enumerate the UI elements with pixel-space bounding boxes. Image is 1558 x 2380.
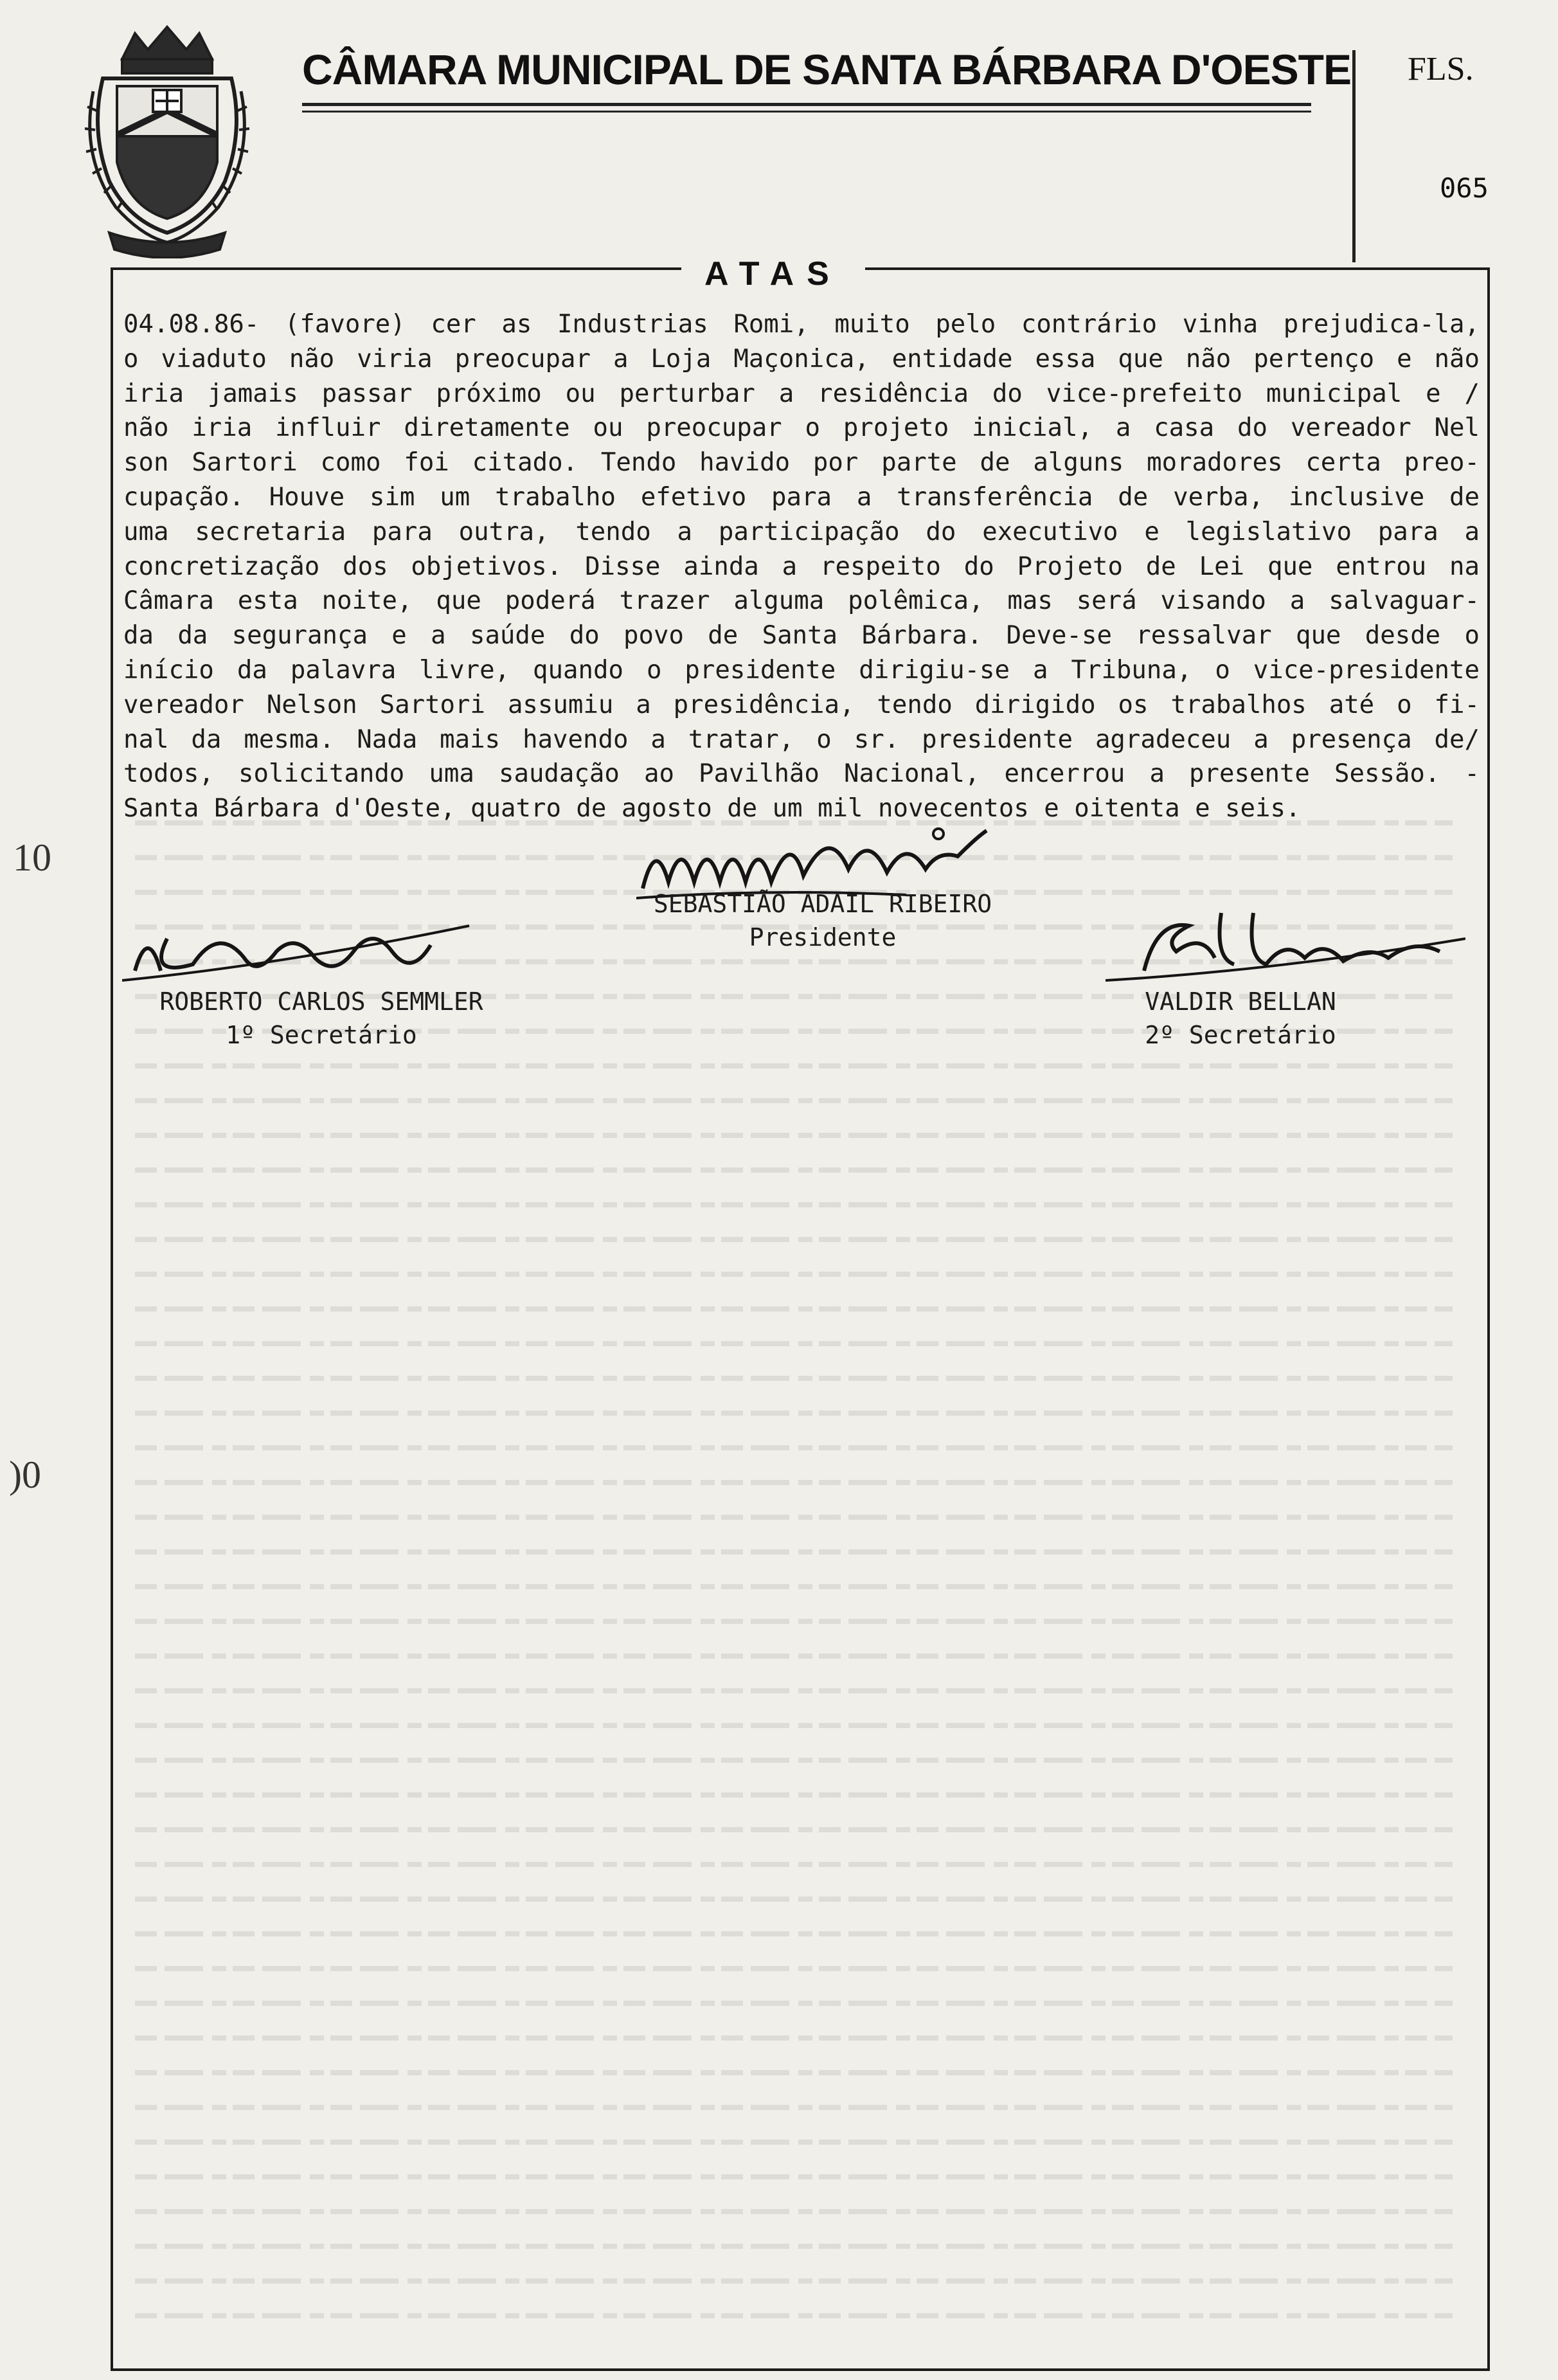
body-line: não iria influir diretamente ou preocupar o projeto inicial, a casa do vereador Nel xyxy=(123,413,1480,443)
body-line: vereador Nelson Sartori assumiu a presidência, tendo dirigido os trabalhos até o fi- xyxy=(123,690,1480,719)
body-line: Câmara esta noite, que poderá trazer alguma polêmica, mas será visando a salvaguar- xyxy=(123,586,1480,616)
president-name: SEBASTIÃO ADAIL RIBEIRO xyxy=(653,890,992,918)
body-line: uma secretaria para outra, tendo a participação do executivo e legislativo para a xyxy=(123,517,1480,546)
first-secretary-signature-block xyxy=(141,985,501,1052)
body-line: 04.08.86- (favore) cer as Industrias Romi, muito pelo contrário vinha prejudica-la, xyxy=(123,310,1480,339)
body-line: Santa Bárbara d'Oeste, quatro de agosto de um mil novecentos e oitenta e seis. xyxy=(123,794,1301,824)
second-secretary-name: VALDIR BELLAN xyxy=(1145,987,1336,1016)
body-line: o viaduto não viria preocupar a Loja Maçonica, entidade essa que não pertenço e não xyxy=(123,344,1480,374)
header-rule xyxy=(302,103,1311,106)
page-number: 065 xyxy=(1440,172,1489,204)
president-role: Presidente xyxy=(749,923,897,951)
first-secretary-role: 1º Secretário xyxy=(226,1021,417,1049)
minutes-body xyxy=(123,307,1480,826)
second-secretary-signature xyxy=(1106,900,1465,990)
fls-label: FLS. xyxy=(1408,51,1474,87)
first-secretary-signature xyxy=(122,913,482,990)
first-secretary-name: ROBERTO CARLOS SEMMLER xyxy=(159,987,483,1016)
margin-handwritten-mark: )0 xyxy=(9,1454,41,1496)
second-secretary-signature-block xyxy=(1061,985,1420,1052)
municipal-crest-logo xyxy=(77,14,257,258)
second-secretary-role: 2º Secretário xyxy=(1145,1021,1336,1049)
header-rule-thin xyxy=(302,111,1311,113)
body-line: iria jamais passar próximo ou perturbar a residência do vice-prefeito municipal e / xyxy=(123,379,1480,408)
institution-title: CÂMARA MUNICIPAL DE SANTA BÁRBARA D'OESTE xyxy=(302,46,1352,93)
body-line: concretização dos objetivos. Disse ainda a respeito do Projeto de Lei que entrou na xyxy=(123,552,1480,581)
president-signature-block xyxy=(598,887,1048,954)
body-line: da da segurança e a saúde do povo de Santa Bárbara. Deve-se ressalvar que desde o xyxy=(123,621,1480,651)
fls-divider xyxy=(1352,50,1356,262)
body-line: nal da mesma. Nada mais havendo a tratar, o sr. presidente agradeceu a presença de/ xyxy=(123,725,1480,754)
margin-handwritten-mark: 10 xyxy=(13,836,51,879)
body-line: cupação. Houve sim um trabalho efetivo para a transferência de verba, inclusive de xyxy=(123,482,1480,512)
body-line: son Sartori como foi citado. Tendo havido por parte de alguns moradores certa preo- xyxy=(123,448,1480,478)
body-line: todos, solicitando uma saudação ao Pavilhão Nacional, encerrou a presente Sessão. - xyxy=(123,759,1480,789)
body-line: início da palavra livre, quando o presidente dirigiu-se a Tribuna, o vice-presidente xyxy=(123,655,1480,685)
section-title: ATAS xyxy=(681,255,865,293)
